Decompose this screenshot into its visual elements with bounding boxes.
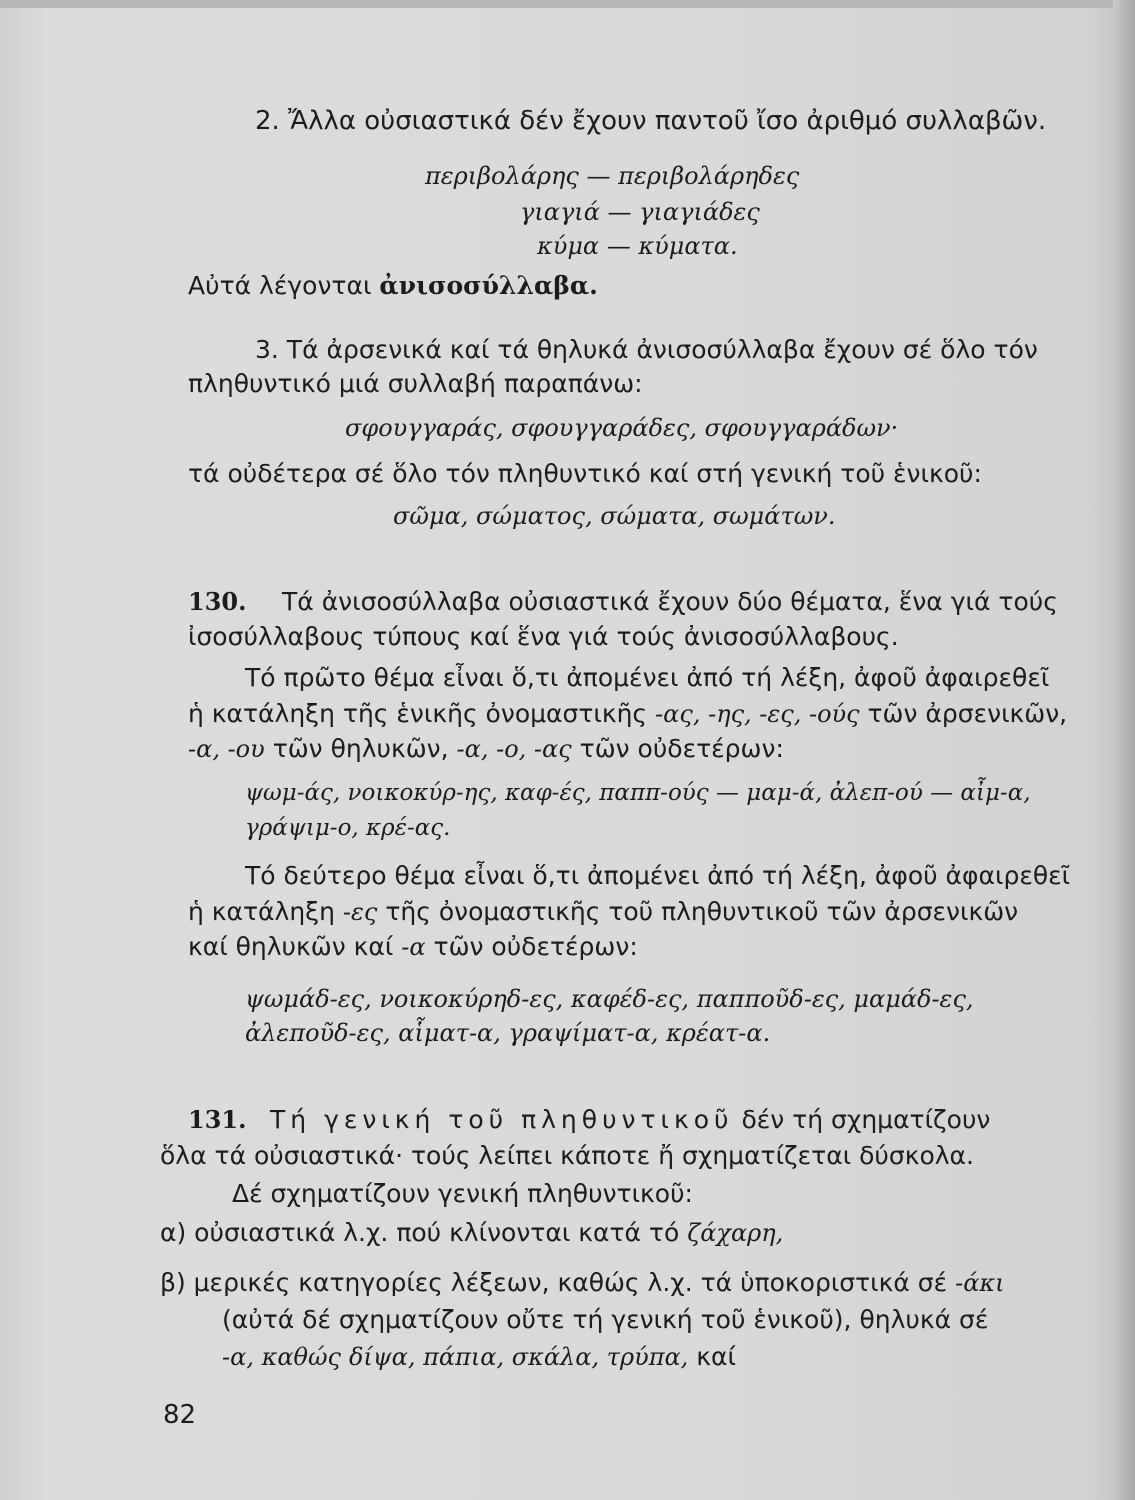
page-number: 82: [163, 1400, 197, 1430]
text-span: τῶν ἀρσενικῶν,: [867, 699, 1068, 728]
text-line: ἰσοσύλλαβους τύπους καί ἕνα γιά τούς ἀνισοσύλλαβους.: [188, 622, 899, 651]
text-line: [188, 733, 784, 765]
text-span: α) οὐσιαστικά λ.χ. πού κλίνονται κατά τό: [160, 1218, 680, 1247]
ending-italic: -α, -ο, -ας: [456, 735, 572, 763]
list-item-a: [160, 1217, 783, 1249]
example-italic: ζάχαρη,: [687, 1219, 784, 1247]
example-line: ψωμάδ-ες, νοικοκύρηδ-ες, καφέδ-ες, παπποῦδ-ες, μαμάδ-ες,: [245, 985, 974, 1013]
text-line: Δέ σχηματίζουν γενική πληθυντικοῦ:: [232, 1179, 693, 1208]
text-span: καί: [696, 1342, 736, 1371]
text-line: [188, 698, 1067, 730]
text-line: [222, 1341, 736, 1373]
text-line: Τά ἀνισοσύλλαβα οὐσιαστικά ἔχουν δύο θέματα, ἕνα γιά τούς: [282, 587, 1058, 616]
text-span: ἡ κατάληξη τῆς ἑνικῆς ὀνομαστικῆς: [188, 699, 648, 728]
text-line: Τό δεύτερο θέμα εἶναι ὅ,τι ἀπομένει ἀπό τή λέξη, ἀφοῦ ἀφαιρεθεῖ: [245, 861, 1071, 890]
section-130: [188, 586, 246, 618]
example-italic: δίψα, πάπια, σκάλα, τρύπα,: [348, 1343, 689, 1371]
term-bold: ἀνισοσύλλαβα.: [379, 271, 598, 300]
text-line: 2. Ἄλλα οὐσιαστικά δέν ἔχουν παντοῦ ἴσο ἀριθμό συλλαβῶν.: [255, 106, 1047, 136]
ending-italic: -α, -ου: [188, 735, 265, 763]
ending-italic: -α, καθώς: [222, 1343, 341, 1371]
example-line: σῶμα, σώματος, σώματα, σωμάτων.: [393, 502, 836, 530]
page-binding-edge: [1113, 0, 1135, 1500]
example-line: ψωμ-άς, νοικοκύρ-ης, καφ-ές, παππ-ούς — μαμ-ά, ἀλεπ-ού — αἶμ-α,: [245, 780, 1031, 806]
example-line: σφουγγαράς, σφουγγαράδες, σφουγγαράδων·: [345, 414, 899, 442]
example-line: γιαγιά — γιαγιάδες: [520, 198, 760, 226]
text-span: β) μερικές κατηγορίες λέξεων, καθώς λ.χ. τά ὑποκοριστικά σέ: [160, 1268, 948, 1297]
spaced-term: Τή γενική τοῦ πληθυντικοῦ: [270, 1105, 734, 1134]
text-span: τῶν οὐδετέρων:: [433, 932, 638, 961]
section-number: 131.: [188, 1105, 247, 1134]
ending-italic: -α: [401, 933, 426, 961]
text-span: δέν τή σχηματίζουν: [741, 1105, 991, 1134]
text-line: [270, 1104, 990, 1136]
text-line: [188, 931, 638, 963]
text-line: 3. Τά ἀρσενικά καί τά θηλυκά ἀνισοσύλλαβα ἔχουν σέ ὅλο τόν: [255, 335, 1038, 364]
text-line: τά οὐδέτερα σέ ὅλο τόν πληθυντικό καί στή γενική τοῦ ἑνικοῦ:: [188, 459, 982, 488]
text-line: πληθυντικό μιά συλλαβή παραπάνω:: [188, 369, 643, 398]
text-span: καί θηλυκῶν καί: [188, 932, 394, 961]
text-line: (αὐτά δέ σχηματίζουν οὔτε τή γενική τοῦ ἑνικοῦ), θηλυκά σέ: [222, 1305, 989, 1334]
text-line: [188, 896, 1018, 928]
text-span: τῶν οὐδετέρων:: [579, 734, 784, 763]
text-span: τῶν θηλυκῶν,: [272, 734, 449, 763]
page-top-edge: [0, 0, 1135, 8]
ending-italic: -ας, -ης, -ες, -ούς: [655, 700, 860, 728]
list-item-b: [160, 1267, 1005, 1299]
text-line: ὅλα τά οὐσιαστικά· τούς λείπει κάποτε ἤ σχηματίζεται δύσκολα.: [160, 1141, 974, 1170]
example-line: ἀλεποῦδ-ες, αἷματ-α, γραψίματ-α, κρέατ-α.: [245, 1019, 771, 1047]
ending-italic: -ες: [342, 898, 378, 926]
section-number: 130.: [188, 587, 247, 616]
text-line: Τό πρῶτο θέμα εἶναι ὅ,τι ἀπομένει ἀπό τή λέξη, ἀφοῦ ἀφαιρεθεῖ: [245, 663, 1050, 692]
text-span: τῆς ὀνομαστικῆς τοῦ πληθυντικοῦ τῶν ἀρσενικῶν: [385, 897, 1019, 926]
text-span: ἡ κατάληξη: [188, 897, 335, 926]
example-line: κύμα — κύματα.: [537, 232, 738, 260]
example-line: γράψιμ-ο, κρέ-ας.: [245, 815, 451, 841]
text-span: Αὐτά λέγονται: [188, 271, 372, 300]
section-131: [188, 1104, 246, 1136]
text-line: [188, 270, 598, 302]
example-line: περιβολάρης — περιβολάρηδες: [425, 162, 800, 190]
ending-italic: -άκι: [955, 1269, 1005, 1297]
